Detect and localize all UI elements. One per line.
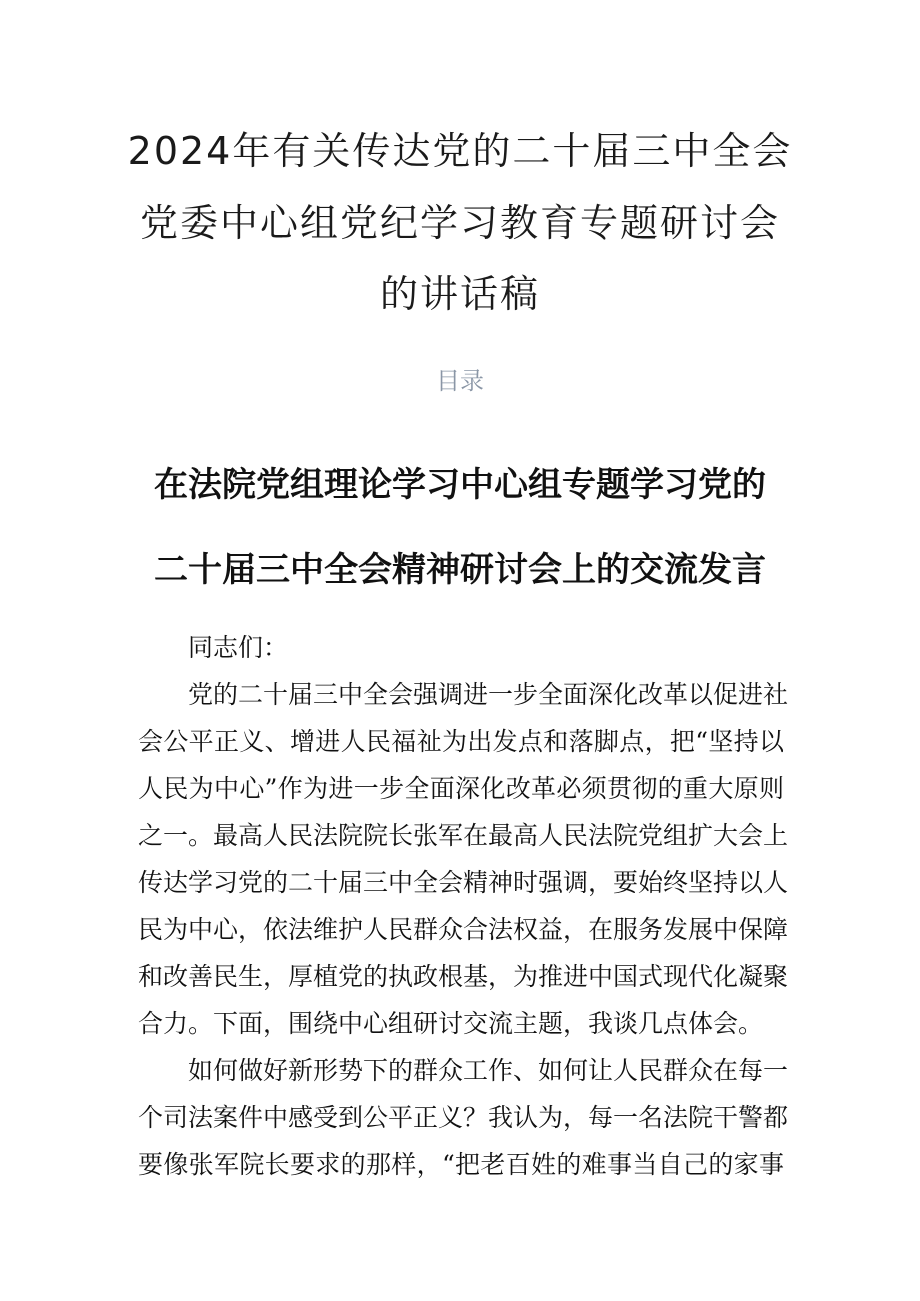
paragraph-1-line: 传达学习党的二十届三中全会精神时强调，要始终坚持以人: [138, 868, 789, 897]
document-title-line-3: 的讲话稿: [379, 272, 540, 316]
section-heading-line-2: 二十届三中全会精神研讨会上的交流发言: [154, 550, 766, 590]
paragraph-1-line: 会公平正义、增进人民福祉为出发点和落脚点，把“坚持以: [138, 727, 784, 756]
document-title-line-1: 2024年有关传达党的二十届三中全会: [127, 129, 793, 173]
paragraph-1-line: 民为中心，依法维护人民群众合法权益，在服务发展中保障: [138, 915, 789, 944]
paragraph-2-line: 如何做好新形势下的群众工作、如何让人民群众在每一: [188, 1056, 789, 1085]
toc-label: 目录: [436, 367, 484, 395]
salutation: 同志们：: [188, 633, 289, 662]
paragraph-1-line: 人民为中心”作为进一步全面深化改革必须贯彻的重大原则: [138, 774, 784, 803]
paragraph-2-line: 要像张军院长要求的那样，“把老百姓的难事当自己的家事: [138, 1150, 784, 1179]
paragraph-2-line: 个司法案件中感受到公平正义？我认为，每一名法院干警都: [138, 1103, 789, 1132]
paragraph-1-line: 之一。最高人民法院院长张军在最高人民法院党组扩大会上: [138, 821, 789, 850]
section-heading-line-1: 在法院党组理论学习中心组专题学习党的: [154, 465, 766, 505]
paragraph-1-line: 合力。下面，围绕中心组研讨交流主题，我谈几点体会。: [138, 1009, 764, 1038]
paragraph-1-line: 和改善民生，厚植党的执政根基，为推进中国式现代化凝聚: [138, 962, 789, 991]
paragraph-1-line: 党的二十届三中全会强调进一步全面深化改革以促进社: [188, 680, 789, 709]
document-title-line-2: 党委中心组党纪学习教育专题研讨会: [139, 201, 780, 245]
